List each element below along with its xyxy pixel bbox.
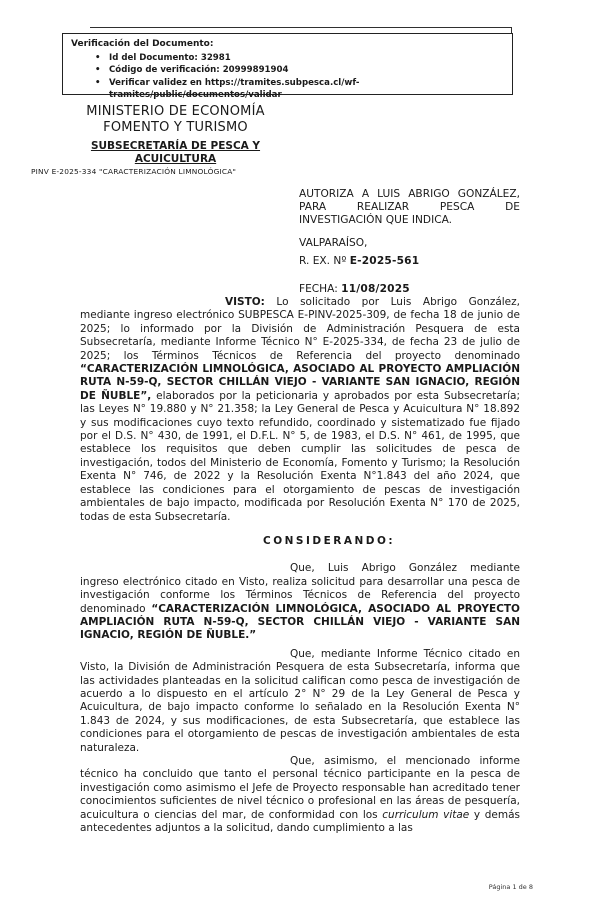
resolution-number-value: E-2025-561 [349,255,420,267]
resolution-header-block [299,188,520,296]
subsecretaria-header [28,140,323,165]
verification-item: • Verificar validez en https://tramites.subpesca.cl/wf-tramites/public/documentos/validar [109,77,504,102]
considerando-heading: CONSIDERANDO: [263,534,396,547]
scan-artifact-line [90,27,512,28]
body-paragraphs [80,296,520,835]
resolution-subject: AUTORIZA A LUIS ABRIGO GONZÁLEZ, PARA REALIZAR PESCA DE INVESTIGACIÓN QUE INDICA. [299,188,520,226]
ministry-line1: MINISTERIO DE ECONOMÍA [86,104,265,119]
verification-list [71,52,504,102]
doc-reference: PINV E-2025-334 "CARACTERIZACIÓN LIMNOLÓGICA" [31,167,237,176]
verification-item: • Código de verificación: 20999891904 [109,64,504,77]
ministry-header [28,104,323,136]
body-paragraph: Que, asimismo, el mencionado informe técnico ha concluido que tanto el personal técnico participante en la pesca de investigación como asimismo el Jefe de Proyecto responsable han acreditado tener conocimientos suficientes de nivel técnico o profesional en las áreas de pesquería, acuicultura o ciencias del mar, de conformidad con los curriculum vitae y demás antecedentes adjuntos a la solicitud, dando cumplimiento a las [80,755,520,835]
body-paragraph: Que, mediante Informe Técnico citado en Visto, la División de Administración Pesquera de esta Subsecretaría, informa que las actividades planteadas en la solicitud califican como pesca de investigación de acuerdo a lo dispuesto en el artículo 2° N° 29 de la Ley General de Pesca y Acuicultura, de bajo impacto conforme lo señalado en la Resolución Exenta N° 1.843 de 2024, y sus modificaciones, de esta Subsecretaría, que establece las condiciones para el otorgamiento de pescas de investigación ambientales de esta naturaleza. [80,647,520,754]
body-paragraph: Que, Luis Abrigo González mediante ingreso electrónico citado en Visto, realiza solicitud para desarrollar una pesca de investigación conforme los Términos Técnicos de Referencia del proyecto denominado “CARACTERIZACIÓN LIMNOLÓGICA, ASOCIADO AL PROYECTO AMPLIACIÓN RUTA N-59-Q, SECTOR CHILLÁN VIEJO - VARIANTE SAN IGNACIO, REGIÓN DE ÑUBLE.” [80,562,520,642]
body-paragraph: VISTO: Lo solicitado por Luis Abrigo González, mediante ingreso electrónico SUBPESCA E-PINV-2025-309, de fecha 18 de junio de 2025; lo informado por la División de Administración Pesquera de esta Subsecretaría, mediante Informe Técnico N° E-2025-334, de fecha 23 de julio de 2025; los Términos Técnicos de Referencia del proyecto denominado “CARACTERIZACIÓN LIMNOLÓGICA, ASOCIADO AL PROYECTO AMPLIACIÓN RUTA N-59-Q, SECTOR CHILLÁN VIEJO - VARIANTE SAN IGNACIO, REGIÓN DE ÑUBLE”, elaborados por la peticionaria y aprobados por esta Subsecretaría; las Leyes N° 19.880 y N° 21.358; la Ley General de Pesca y Acuicultura N° 18.892 y sus modificaciones cuyo texto refundido, coordinado y sistematizado fue fijado por el D.S. N° 430, de 1991, el D.F.L. N° 5, de 1983, el D.S. N° 461, de 1995, que establece los requisitos que deben cumplir las solicitudes de pesca de investigación, todos del Ministerio de Economía, Fomento y Turismo; la Resolución Exenta N° 746, de 2022 y la Resolución Exenta N°1.843 del año 2024, que establece las condiciones para el otorgamiento de pescas de investigación ambientales de bajo impacto, modificada por Resolución Exenta N° 170 de 2025, todas de esta Subsecretaría. [80,296,520,523]
resolution-number-line [299,255,520,268]
resolution-date-value: 11/08/2025 [341,283,410,295]
verification-title: Verificación del Documento: [71,39,214,49]
verification-box [62,33,513,100]
resolution-date-line [299,283,520,296]
page-indicator: Página 1 de 8 [488,883,533,891]
subsecretaria-label: SUBSECRETARÍA DE PESCA Y ACUICULTURA [90,140,261,165]
ministry-line2: FOMENTO Y TURISMO [103,120,248,135]
resolution-date-label: FECHA: [299,283,342,295]
resolution-number-label: R. EX. Nº [299,255,350,267]
verification-item: • Id del Documento: 32981 [109,52,504,65]
resolution-city: VALPARAÍSO, [299,237,368,249]
